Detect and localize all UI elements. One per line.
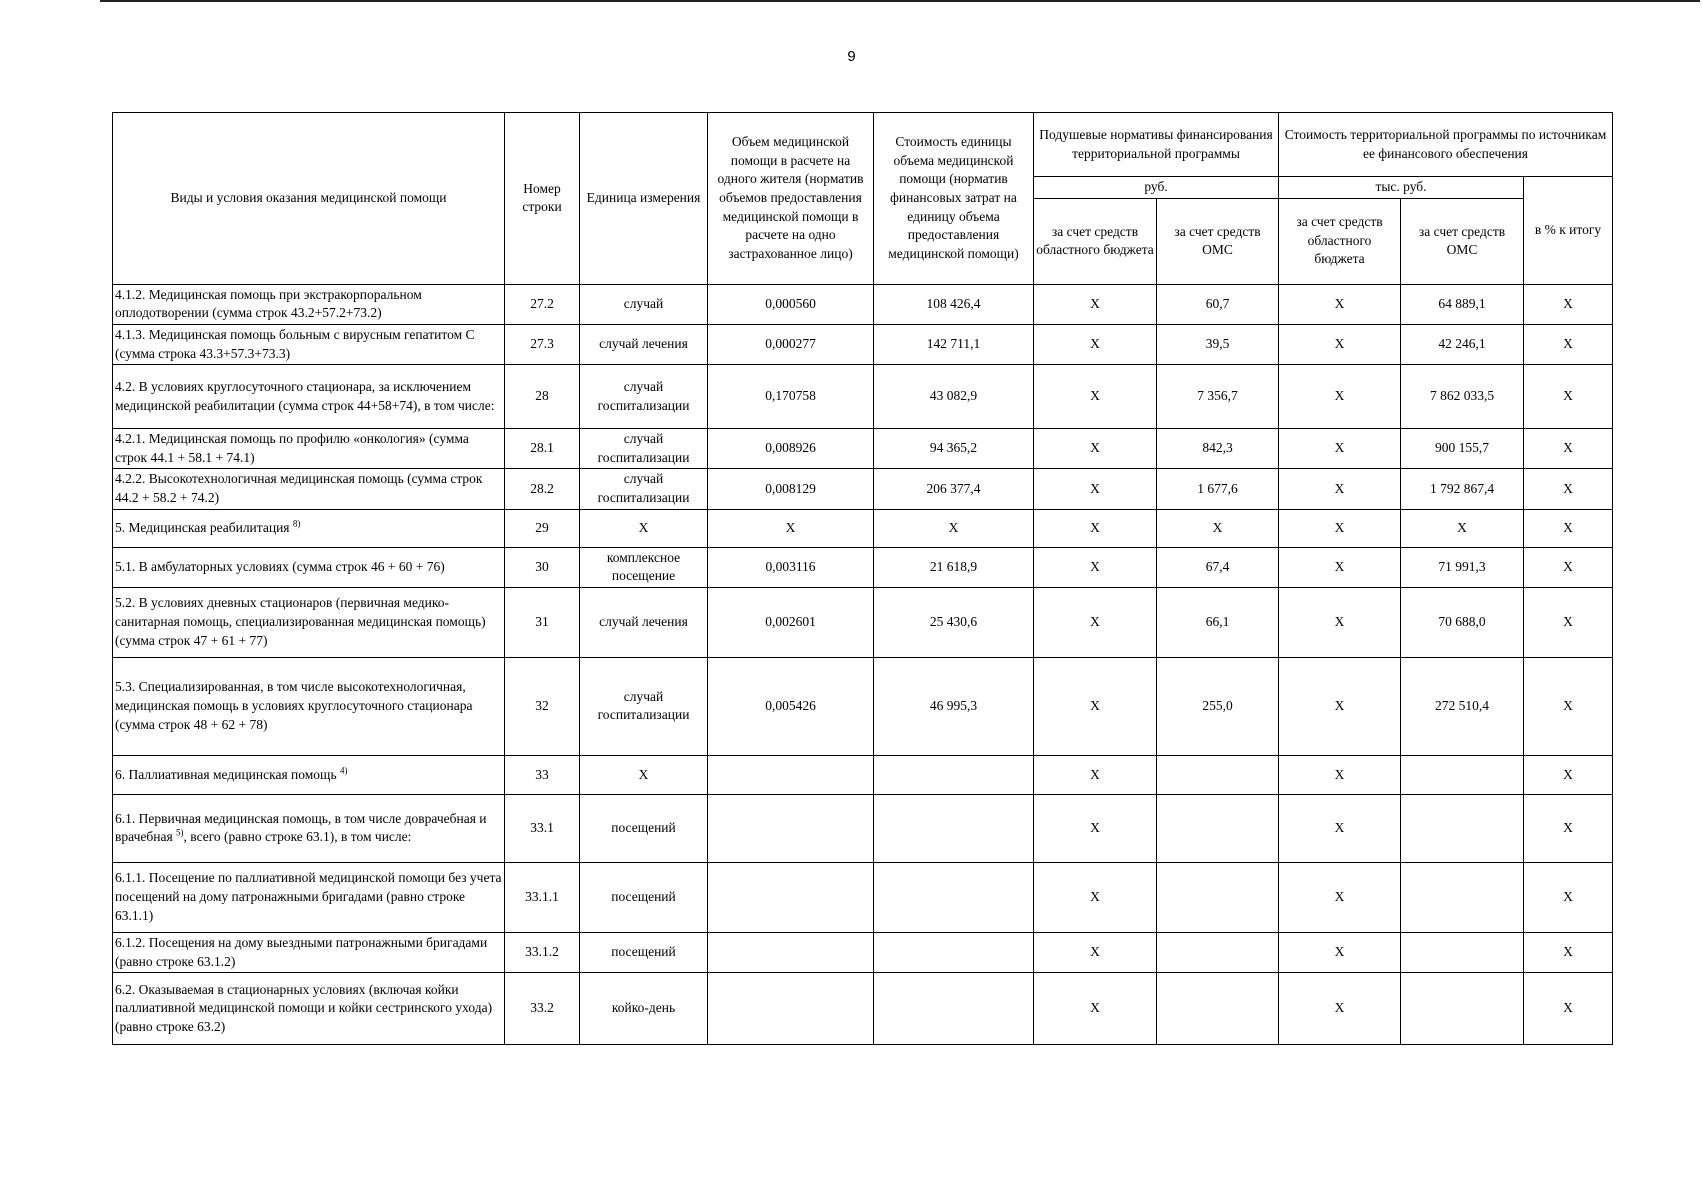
row-program-percent: X: [1524, 862, 1613, 932]
row-cost: 25 430,6: [874, 587, 1034, 657]
row-name: [113, 365, 505, 429]
row-name: [113, 862, 505, 932]
row-cost: [874, 862, 1034, 932]
row-name: [113, 794, 505, 862]
row-name: [113, 469, 505, 509]
table-body: [113, 284, 1613, 1045]
row-name: [113, 973, 505, 1045]
row-percapita-budget: X: [1034, 794, 1157, 862]
row-program-percent: X: [1524, 587, 1613, 657]
row-cost: [874, 932, 1034, 972]
table-row: [113, 547, 1613, 587]
row-name-text: 5. Медицинская реабилитация: [115, 519, 290, 535]
row-program-percent: X: [1524, 794, 1613, 862]
table-row: [113, 657, 1613, 755]
row-number: 28.1: [505, 429, 580, 469]
row-program-budget: X: [1279, 755, 1401, 794]
row-unit: случай госпитализации: [580, 657, 708, 755]
row-unit: X: [580, 509, 708, 547]
row-percapita-budget: X: [1034, 587, 1157, 657]
row-program-percent: X: [1524, 284, 1613, 324]
footnote-marker: 8): [292, 518, 301, 529]
row-program-budget: X: [1279, 657, 1401, 755]
row-cost: [874, 794, 1034, 862]
row-volume: 0,000560: [708, 284, 874, 324]
row-cost: 206 377,4: [874, 469, 1034, 509]
page-number: 9: [847, 48, 856, 65]
row-number: 28: [505, 365, 580, 429]
row-percapita-budget: X: [1034, 932, 1157, 972]
row-program-oms: 71 991,3: [1401, 547, 1524, 587]
row-percapita-oms: 1 677,6: [1157, 469, 1279, 509]
row-volume: [708, 932, 874, 972]
row-name: [113, 547, 505, 587]
row-name-text: 4.1.3. Медицинская помощь больным с вирусным гепатитом С (сумма строка 43.3+57.3+73.3): [115, 326, 475, 361]
row-name-text: 4.2.1. Медицинская помощь по профилю «онкология» (сумма строк 44.1 + 58.1 + 74.1): [115, 431, 469, 465]
row-program-oms: 1 792 867,4: [1401, 469, 1524, 509]
row-program-budget: X: [1279, 509, 1401, 547]
row-cost: 43 082,9: [874, 365, 1034, 429]
row-number: 27.3: [505, 324, 580, 364]
row-volume: [708, 973, 874, 1045]
row-number: 33.1.2: [505, 932, 580, 972]
table-row: [113, 284, 1613, 324]
row-percapita-oms: 66,1: [1157, 587, 1279, 657]
header-pc-oms: за счет средств ОМС: [1157, 198, 1279, 284]
row-name-text: 4.1.2. Медицинская помощь при экстракорпоральном оплодотворении (сумма строк 43.2+57.2+73.2): [115, 286, 422, 321]
row-volume: 0,008926: [708, 429, 874, 469]
row-unit: посещений: [580, 862, 708, 932]
row-name-text: 6.2. Оказываемая в стационарных условиях (включая койки паллиативной медицинской помощи и койки сестринского ухода) (равно строке 63.2): [115, 981, 493, 1034]
row-unit: X: [580, 755, 708, 794]
table-row: [113, 324, 1613, 364]
row-cost: 21 618,9: [874, 547, 1034, 587]
table-row: [113, 794, 1613, 862]
row-program-budget: X: [1279, 587, 1401, 657]
row-percapita-budget: X: [1034, 469, 1157, 509]
row-name-text: 6.1. Первичная медицинская помощь, в том числе доврачебная и врачебная: [115, 810, 487, 845]
row-number: 29: [505, 509, 580, 547]
row-program-budget: X: [1279, 324, 1401, 364]
row-unit: случай госпитализации: [580, 429, 708, 469]
row-volume: 0,003116: [708, 547, 874, 587]
row-volume: 0,170758: [708, 365, 874, 429]
row-volume: X: [708, 509, 874, 547]
header-unit: Единица измерения: [580, 113, 708, 285]
row-unit: случай госпитализации: [580, 469, 708, 509]
table-row: [113, 862, 1613, 932]
row-unit: случай лечения: [580, 324, 708, 364]
row-name: [113, 284, 505, 324]
row-percapita-oms: [1157, 755, 1279, 794]
footnote-marker: 4): [340, 765, 348, 776]
header-row-number: Номер строки: [505, 113, 580, 285]
row-name-text: 5.3. Специализированная, в том числе высокотехнологичная, медицинская помощь в условиях круглосуточного стационара (сумма строк 48 + 62 + 78): [115, 679, 473, 732]
row-percapita-oms: X: [1157, 509, 1279, 547]
table-row: [113, 755, 1613, 794]
row-name-text: 5.1. В амбулаторных условиях (сумма строк 46 + 60 + 76): [115, 558, 445, 574]
row-percapita-budget: X: [1034, 547, 1157, 587]
row-cost: 108 426,4: [874, 284, 1034, 324]
row-program-oms: [1401, 932, 1524, 972]
row-percapita-oms: 7 356,7: [1157, 365, 1279, 429]
row-name-text: 5.2. В условиях дневных стационаров (первичная медико-санитарная помощь, специализированная медицинская помощь) (сумма строк 47 + 61 + 77): [115, 595, 486, 648]
header-pr-budget: за счет средств областного бюджета: [1279, 198, 1401, 284]
header-percent: в % к итогу: [1524, 177, 1613, 285]
row-program-oms: 70 688,0: [1401, 587, 1524, 657]
table-row: [113, 469, 1613, 509]
row-program-oms: 42 246,1: [1401, 324, 1524, 364]
row-program-budget: X: [1279, 429, 1401, 469]
row-number: 31: [505, 587, 580, 657]
row-cost: [874, 973, 1034, 1045]
row-cost: 142 711,1: [874, 324, 1034, 364]
row-program-oms: 900 155,7: [1401, 429, 1524, 469]
footnote-marker: 5): [176, 827, 184, 838]
row-program-percent: X: [1524, 469, 1613, 509]
row-program-oms: [1401, 794, 1524, 862]
row-program-budget: X: [1279, 547, 1401, 587]
row-unit: случай госпитализации: [580, 365, 708, 429]
row-name: [113, 932, 505, 972]
row-percapita-oms: 255,0: [1157, 657, 1279, 755]
row-percapita-oms: 60,7: [1157, 284, 1279, 324]
row-program-budget: X: [1279, 284, 1401, 324]
row-unit: комплексное посещение: [580, 547, 708, 587]
header-unit-thousand-rub: тыс. руб.: [1279, 177, 1524, 199]
row-volume: [708, 755, 874, 794]
row-number: 30: [505, 547, 580, 587]
row-cost: X: [874, 509, 1034, 547]
row-percapita-budget: X: [1034, 509, 1157, 547]
row-volume: 0,005426: [708, 657, 874, 755]
row-name: [113, 587, 505, 657]
row-number: 33.1: [505, 794, 580, 862]
row-program-percent: X: [1524, 932, 1613, 972]
table-row: [113, 509, 1613, 547]
row-cost: 46 995,3: [874, 657, 1034, 755]
row-percapita-budget: X: [1034, 429, 1157, 469]
row-program-oms: 272 510,4: [1401, 657, 1524, 755]
funding-table: [112, 112, 1613, 1045]
row-program-oms: 7 862 033,5: [1401, 365, 1524, 429]
row-volume: 0,002601: [708, 587, 874, 657]
row-program-budget: X: [1279, 365, 1401, 429]
row-name-tail: , всего (равно строке 63.1), в том числе:: [183, 829, 412, 845]
row-unit: посещений: [580, 794, 708, 862]
page-top-border: [100, 0, 1700, 2]
row-program-budget: X: [1279, 973, 1401, 1045]
row-program-percent: X: [1524, 429, 1613, 469]
row-program-percent: X: [1524, 509, 1613, 547]
row-program-oms: 64 889,1: [1401, 284, 1524, 324]
row-volume: 0,008129: [708, 469, 874, 509]
row-percapita-oms: [1157, 973, 1279, 1045]
row-name: [113, 324, 505, 364]
row-program-oms: [1401, 973, 1524, 1045]
row-number: 28.2: [505, 469, 580, 509]
row-percapita-budget: X: [1034, 973, 1157, 1045]
row-cost: [874, 755, 1034, 794]
row-percapita-budget: X: [1034, 324, 1157, 364]
row-number: 33: [505, 755, 580, 794]
row-program-percent: X: [1524, 324, 1613, 364]
row-program-percent: X: [1524, 755, 1613, 794]
row-percapita-oms: 842,3: [1157, 429, 1279, 469]
row-name-text: 6.1.1. Посещение по паллиативной медицинской помощи без учета посещений на дому патронажными бригадами (равно строке 63.1.1): [115, 870, 502, 923]
row-program-budget: X: [1279, 469, 1401, 509]
row-percapita-budget: X: [1034, 365, 1157, 429]
header-cost: Стоимость единицы объема медицинской помощи (норматив финансовых затрат на единицу объема предоставления медицинской помощи): [874, 113, 1034, 285]
row-name-text: 6.1.2. Посещения на дому выездными патронажными бригадами (равно строке 63.1.2): [115, 934, 488, 969]
row-number: 27.2: [505, 284, 580, 324]
row-program-percent: X: [1524, 365, 1613, 429]
table-row: [113, 587, 1613, 657]
row-program-budget: X: [1279, 794, 1401, 862]
row-percapita-oms: 67,4: [1157, 547, 1279, 587]
row-volume: [708, 794, 874, 862]
row-program-percent: X: [1524, 547, 1613, 587]
row-unit: случай лечения: [580, 587, 708, 657]
header-pr-oms: за счет средств ОМС: [1401, 198, 1524, 284]
row-program-oms: [1401, 862, 1524, 932]
row-volume: [708, 862, 874, 932]
header-pc-budget: за счет средств областного бюджета: [1034, 198, 1157, 284]
row-number: 33.2: [505, 973, 580, 1045]
row-percapita-oms: [1157, 932, 1279, 972]
row-name: [113, 657, 505, 755]
row-program-percent: X: [1524, 973, 1613, 1045]
row-name-text: 4.2.2. Высокотехнологичная медицинская помощь (сумма строк 44.2 + 58.2 + 74.2): [115, 471, 483, 505]
row-percapita-budget: X: [1034, 657, 1157, 755]
row-name: [113, 509, 505, 547]
row-cost: 94 365,2: [874, 429, 1034, 469]
header-program-group: Стоимость территориальной программы по источникам ее финансового обеспечения: [1279, 113, 1613, 177]
row-percapita-oms: 39,5: [1157, 324, 1279, 364]
header-percapita-group: Подушевые нормативы финансирования территориальной программы: [1034, 113, 1279, 177]
table-row: [113, 973, 1613, 1045]
row-name-text: 4.2. В условиях круглосуточного стационара, за исключением медицинской реабилитации (сумма строк 44+58+74), в том числе:: [115, 379, 495, 413]
row-name: [113, 429, 505, 469]
row-percapita-budget: X: [1034, 755, 1157, 794]
row-number: 33.1.1: [505, 862, 580, 932]
row-percapita-oms: [1157, 862, 1279, 932]
row-name-text: 6. Паллиативная медицинская помощь: [115, 766, 337, 782]
row-percapita-budget: X: [1034, 284, 1157, 324]
row-name: [113, 755, 505, 794]
row-unit: койко-день: [580, 973, 708, 1045]
row-unit: посещений: [580, 932, 708, 972]
table-row: [113, 365, 1613, 429]
row-program-percent: X: [1524, 657, 1613, 755]
row-percapita-oms: [1157, 794, 1279, 862]
row-volume: 0,000277: [708, 324, 874, 364]
row-number: 32: [505, 657, 580, 755]
header-volume: Объем медицинской помощи в расчете на одного жителя (норматив объемов предоставления медицинской помощи в расчете на одно застрахованное лицо): [708, 113, 874, 285]
row-program-oms: [1401, 755, 1524, 794]
row-program-budget: X: [1279, 932, 1401, 972]
table-row: [113, 429, 1613, 469]
row-unit: случай: [580, 284, 708, 324]
header-unit-rub: руб.: [1034, 177, 1279, 199]
row-program-budget: X: [1279, 862, 1401, 932]
header-kind: Виды и условия оказания медицинской помощи: [113, 113, 505, 285]
row-percapita-budget: X: [1034, 862, 1157, 932]
table-row: [113, 932, 1613, 972]
row-program-oms: X: [1401, 509, 1524, 547]
